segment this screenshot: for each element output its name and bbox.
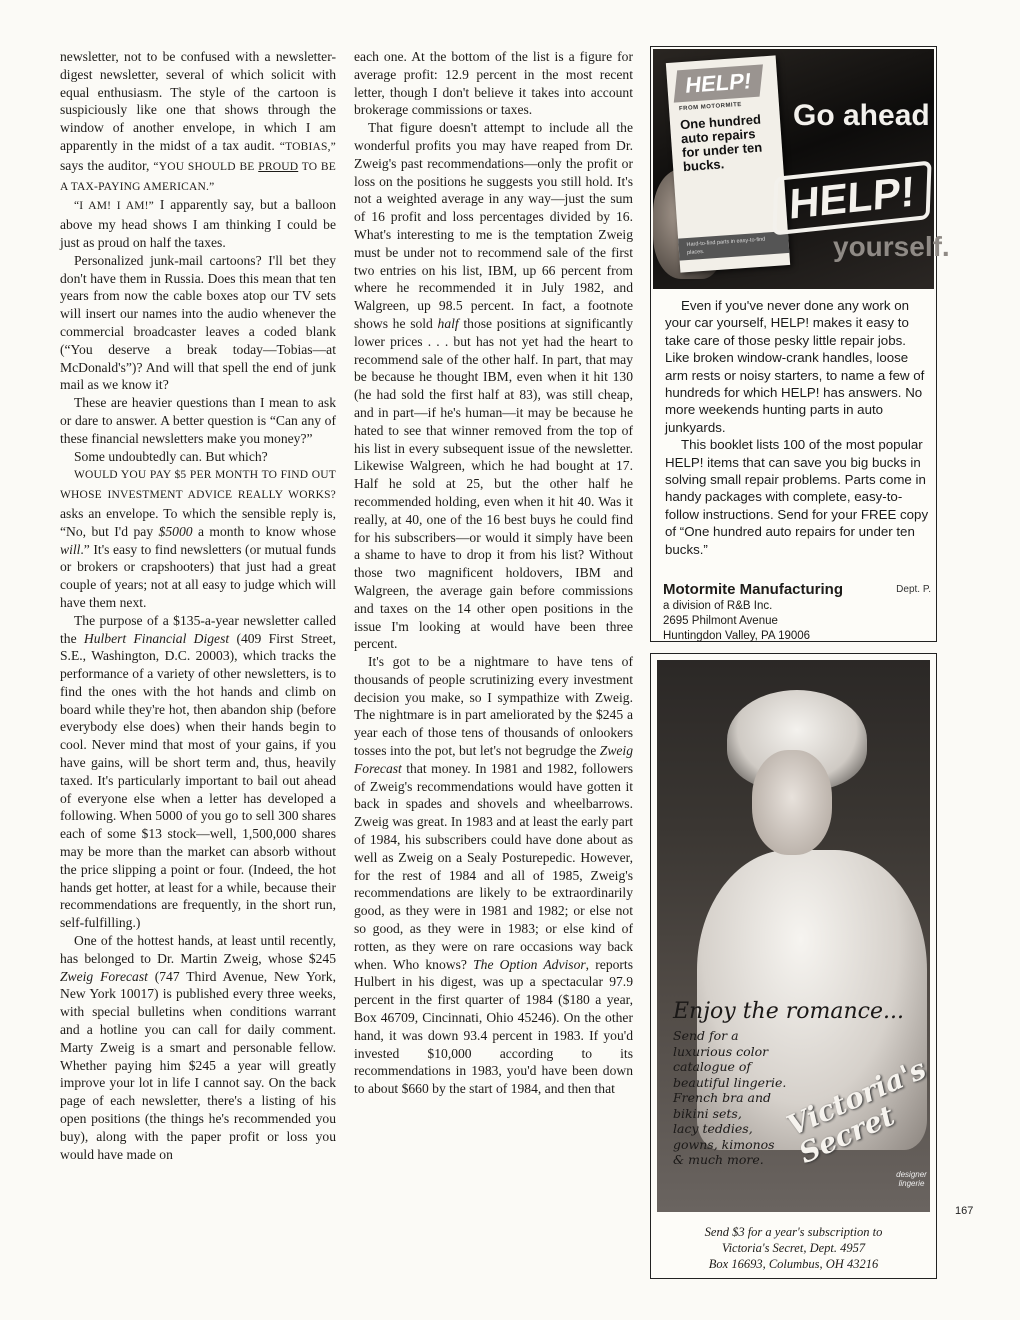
text-segment: Zweig Forecast bbox=[60, 968, 148, 984]
article-paragraph bbox=[60, 196, 336, 251]
catalog-line: luxurious color bbox=[673, 1043, 769, 1059]
ad-company-line bbox=[663, 581, 935, 599]
text-segment: “YOU SHOULD BE bbox=[153, 160, 259, 173]
catalog-line: catalogue of bbox=[673, 1059, 752, 1074]
text-segment: (747 Third Avenue, New York, New York 10017) is published every three weeks, with special bulletins when conditions warrant and a hotline you can call for daily comment. Marty Zweig is a smart and personable fellow. Whether paying him $245 a year will greatly improve your lot in life I cannot say. On the back page of each newsletter, there's a listing of his open positions (the things he's recommended you buy), along with the paper profit or loss you would have made on bbox=[60, 968, 336, 1162]
text-segment: asks an envelope. To which the sensible reply is, “No, but I'd pay bbox=[60, 505, 336, 539]
footer-line: Send $3 for a year's subscription to bbox=[704, 1225, 883, 1239]
address-line: 2695 Philmont Avenue bbox=[663, 615, 778, 627]
text-segment: The Option Advisor bbox=[473, 956, 586, 972]
text-segment: One of the hottest hands, at least until recently, has belonged to Dr. Martin Zweig, whose $245 bbox=[60, 933, 336, 966]
victorias-secret-advertisement bbox=[650, 653, 937, 1279]
help-booklet bbox=[666, 55, 790, 272]
text-segment: newsletter, not to be confused with a newsletter-digest newsletter, several of which solicit with equal enthusiasm. The style of the cartoon is suspiciously like one that shows through the window of another envelope, in which I am apparently in the midst of a tax audit. bbox=[60, 49, 336, 153]
text-segment: Some undoubtedly can. But which? bbox=[74, 448, 268, 464]
company-address bbox=[663, 599, 810, 644]
text-segment: half bbox=[437, 315, 459, 331]
catalog-line: Send for a bbox=[673, 1028, 739, 1043]
address-line: a division of R&B Inc. bbox=[663, 600, 773, 612]
text-segment: Zweig Forecast bbox=[354, 743, 633, 776]
text-segment: The purpose of a $135-a-year newsletter called the bbox=[60, 612, 336, 646]
ad-photo-model bbox=[657, 660, 930, 1212]
text-segment: TO BE A TAX-PAYING AMERICAN.” bbox=[60, 160, 337, 193]
article-paragraph bbox=[354, 119, 633, 653]
text-segment: will bbox=[60, 541, 81, 557]
ad-footer bbox=[657, 1224, 930, 1272]
catalog-line: bikini sets, bbox=[673, 1105, 742, 1121]
article-paragraph bbox=[60, 932, 336, 1163]
article-column-2 bbox=[354, 48, 633, 1098]
text-segment: says the auditor, bbox=[60, 157, 154, 173]
ad-headline-help: HELP! bbox=[772, 160, 931, 235]
text-segment: I apparently say, but a balloon above my head shows I am thinking I could be just as proud on half the taxes. bbox=[60, 197, 336, 250]
catalog-line: & much more. bbox=[673, 1152, 764, 1167]
ad-paragraph: This booklet lists 100 of the most popular HELP! items that can save you big bucks in solving small repair problems. Parts come in handy packages with complete, easy-to-follow instructions. Send for your FREE copy of “One hundred auto repairs for under ten bucks.” bbox=[665, 437, 929, 557]
victorias-secret-logo: Victoria's Secret bbox=[781, 1052, 931, 1170]
article-paragraph bbox=[354, 48, 633, 119]
text-segment: Hulbert Financial Digest bbox=[83, 630, 230, 646]
company-dept: Dept. P. bbox=[896, 584, 931, 595]
catalog-line: lacy teddies, bbox=[673, 1121, 753, 1136]
text-segment: , reports Hulbert in his digest, was up a spectacular 97.9 percent in the first quarter of 1984 ($180 a year, Box 46709, Cincinnati, Ohio 45246). On the other hand, it was down 93.4 percent in 1983. If you'd invested $10,000 according to its recommendations in 1983, you'd have been down to about $660 by the start of 1984, and then that bbox=[354, 956, 634, 1097]
article-paragraph bbox=[60, 612, 336, 932]
ad-headline-yourself: yourself. bbox=[833, 231, 950, 262]
text-segment: These are heavier questions than I mean to ask or dare to answer. A better question is “Can any of these financial newsletters make you money?” bbox=[60, 395, 336, 446]
text-segment: That figure doesn't attempt to include all the wonderful profits you may have reaped from Dr. Zweig's past recommendations—only the profit or loss on the positions he suggests you still hold. It's not a weighted average in any way—just the sum of 16 profit and loss percentages divided by 16. What's interesting to me is the temptation Zweig must be under not to recommend sale of the first two entries on his list, IBM, up 66 percent from where he recommended it in July 1982, and Walgreen, up 98.5 percent. In fact, a footnote shows he sold bbox=[354, 120, 633, 331]
page-number: 167 bbox=[955, 1205, 974, 1217]
article-paragraph bbox=[60, 394, 336, 447]
text-segment: that money. In 1981 and 1982, followers of Zweig's recommendations would have gotten it back in spades and shovels and wheelbarrows. Zweig was great. In 1983 and at least the early part of 1984, his subscribers could have done about as well as Zweig on a Sealy Posturepedic. However, for the rest of 1984 and all of 1985, Zweig's recommendations are likely to be extraordinarily good, as they were in 1981 and 1982; or else not so good, as they were in 1983; or else kind of rotten, as they were on rare occasions way back when. Who knows? bbox=[354, 760, 633, 972]
footer-line: Victoria's Secret, Dept. 4957 bbox=[721, 1241, 866, 1255]
article-paragraph bbox=[60, 465, 336, 611]
text-segment: a month to know whose bbox=[192, 523, 336, 539]
ad-photo-booklet-in-hand bbox=[653, 49, 950, 289]
ad-enjoy-headline: Enjoy the romance... bbox=[673, 999, 904, 1024]
text-segment: Personalized junk-mail cartoons? I'll bet they don't have them in Russia. Does this mean that ten years from now the cable boxes atop our TV sets will insert our names into the audio whenever the commercial broadcaster leaves a coded blank (“You deserve a break today—Tobias—at McDonald's”)? And will that spell the end of junk mail as we know it? bbox=[60, 252, 336, 393]
text-segment: each one. At the bottom of the list is a figure for average profit: 12.9 percent in the most recent letter, though I don't believe it takes into account brokerage commissions or taxes. bbox=[354, 49, 633, 118]
text-segment: PROUD bbox=[258, 160, 299, 173]
footer-line: Box 16693, Columbus, OH 43216 bbox=[708, 1257, 879, 1271]
article-paragraph bbox=[60, 48, 336, 196]
article-column-1 bbox=[60, 48, 336, 1163]
booklet-from-label: FROM MOTORMITE bbox=[678, 101, 743, 113]
booklet-strip: Hard-to-find parts in easy-to-find places. bbox=[678, 231, 789, 261]
text-segment: WOULD YOU PAY $5 PER MONTH TO FIND OUT WHOSE INVESTMENT ADVICE REALLY WORKS? bbox=[60, 469, 336, 502]
motormite-advertisement bbox=[650, 46, 950, 642]
text-segment: “I AM! I AM!” bbox=[74, 200, 154, 213]
article-paragraph bbox=[60, 252, 336, 394]
logo-tagline: designer lingerie bbox=[896, 1170, 927, 1188]
booklet-help-logo: HELP! bbox=[674, 64, 763, 102]
ad-headline-go-ahead: Go ahead bbox=[793, 99, 930, 132]
article-paragraph bbox=[60, 448, 336, 466]
catalog-line: French bra and bbox=[673, 1090, 772, 1105]
text-segment: those positions at significantly lower prices . . . but has not yet had the heart to recommend sale of the other half. In part, that may be because he thought IBM, even when it hit 130 (he had sold the first half at 83), was still cheap, and in part—if he's human—it may be because he hated to see that winner removed from the top of his list in every subsequent issue of the newsletter. Likewise Walgreen, which he had bought at 17. Half he sold at 25, but the other half he recommended holding, even when it hit 40. Was it really, at 40, one of the 16 best buys he could find for his subscribers—or would it simply have been a shame to have to drop it from his list? Without those two magnificent holdovers, IBM and Walgreen, the average gain before commissions and taxes on the 14 other open positions in the issue I'm looking at would have been three percent. bbox=[354, 315, 633, 652]
text-segment: $5000 bbox=[158, 523, 193, 539]
company-name: Motormite Manufacturing bbox=[663, 581, 843, 598]
ad-body-copy bbox=[665, 297, 933, 558]
text-segment: It's got to be a nightmare to have tens of thousands of people scrutinizing every investment decision you make, so I sympathize with Zweig. The nightmare is in part ameliorated by the $245 a year each of those tens of thousands of onlookers tosses into the pot, but let's not begrudge the bbox=[354, 654, 633, 759]
article-paragraph bbox=[354, 653, 633, 1098]
booklet-title: One hundred auto repairs for under ten bucks. bbox=[679, 111, 763, 175]
text-segment: (409 First Street, S.E., Washington, D.C. 20003), which tracks the performance of a variety of other newsletters, is to find the ones with the hot hands and climb on board while they're hot, then abandon ship (before everybody else does) when their hands begin to cool. Never mind that most of your gains, if you have gains, will be short term and, thus, heavily taxed. It's particularly important to bail out ahead of everyone else when a letter has developed a following. When 5000 of you go to sell 300 shares each of some $13 stock—well, 1,500,000 shares may be more than the market can absorb without the price slipping a point or four. (Indeed, the hot hands get hotter, at least for a while, because their recommendations are frequently, in the short run, self-fulfilling.) bbox=[60, 630, 336, 931]
address-line: Huntingdon Valley, PA 19006 bbox=[663, 630, 811, 642]
face-shape bbox=[752, 750, 832, 855]
text-segment: “TOBIAS,” bbox=[279, 140, 336, 153]
catalog-line: gowns, kimonos bbox=[673, 1136, 775, 1152]
ad-paragraph: Even if you've never done any work on your car yourself, HELP! makes it easy to take care of those pesky little repair jobs. Like broken window-crank handles, loose arm rests or noisy starters, to name a few of hundreds for which HELP! has answers. No more weekends hunting parts in auto junkyards. bbox=[665, 298, 925, 435]
text-segment: .” It's easy to find newsletters (or mutual funds or brokers or crapshooters) that just had a great couple of years; not at all easy to judge which will have them next. bbox=[60, 541, 336, 610]
catalog-line: beautiful lingerie. bbox=[673, 1074, 787, 1090]
